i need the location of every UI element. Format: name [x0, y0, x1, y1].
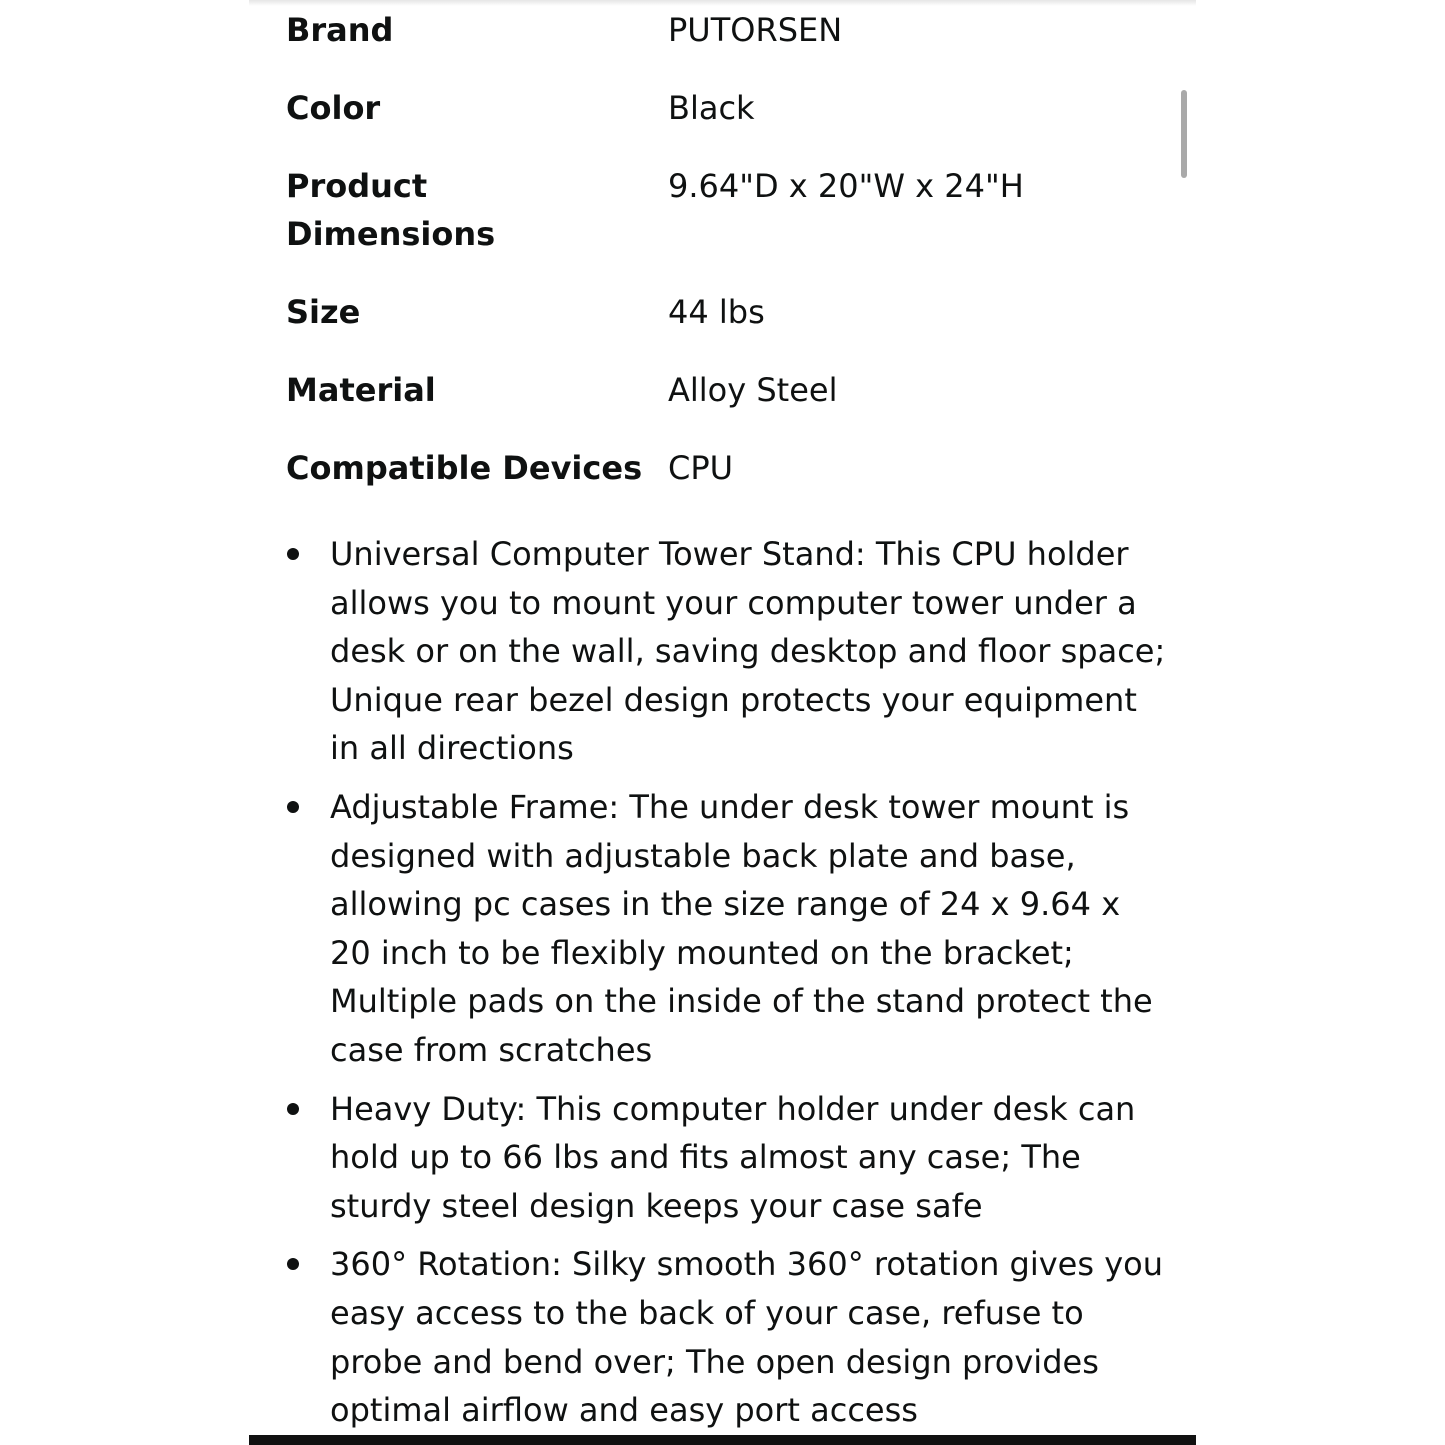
feature-text: Adjustable Frame: The under desk tower mount is designed with adjustable back plate and base, allowing pc cases in the size range of 24 x 9.64 x 20 inch to be flexibly mounted on the bracket; Multiple pads on the inside of the stand protect the case from scratches — [330, 787, 1153, 1069]
bullet-icon — [287, 1258, 299, 1270]
feature-text: Heavy Duty: This computer holder under desk can hold up to 66 lbs and fits almost any case; The sturdy steel design keeps your case safe — [330, 1089, 1136, 1225]
feature-bullet — [286, 530, 1166, 773]
spec-value: CPU — [668, 449, 734, 487]
spec-label: Product Dimensions — [286, 167, 496, 253]
feature-bullet-list — [286, 530, 1166, 1445]
feature-text: Universal Computer Tower Stand: This CPU holder allows you to mount your computer tower under a desk or on the wall, saving desktop and floor space; Unique rear bezel design protects your equipment in all directions — [330, 535, 1166, 768]
bottom-edge-bar — [249, 1435, 1196, 1445]
product-specs-table — [286, 6, 1166, 522]
spec-label: Size — [286, 293, 361, 331]
spec-row-compatible-devices — [286, 444, 1166, 492]
spec-label: Brand — [286, 11, 394, 49]
bullet-icon — [287, 1103, 299, 1115]
spec-row-size — [286, 288, 1166, 336]
spec-value: Black — [668, 89, 755, 127]
spec-value: Alloy Steel — [668, 371, 838, 409]
spec-label: Material — [286, 371, 436, 409]
spec-value: PUTORSEN — [668, 11, 843, 49]
spec-label: Compatible Devices — [286, 449, 643, 487]
feature-bullet — [286, 1085, 1166, 1231]
feature-text: 360° Rotation: Silky smooth 360° rotation gives you easy access to the back of your case, refuse to probe and bend over; The open design provides optimal airflow and easy port access — [330, 1245, 1163, 1430]
spec-row-product-dimensions — [286, 162, 1166, 258]
bullet-icon — [287, 801, 299, 813]
bullet-icon — [287, 548, 299, 560]
feature-bullet — [286, 1240, 1166, 1434]
spec-label: Color — [286, 89, 381, 127]
spec-row-material — [286, 366, 1166, 414]
scrollbar-thumb[interactable] — [1181, 90, 1187, 178]
spec-value: 9.64"D x 20"W x 24"H — [668, 167, 1024, 205]
spec-row-brand — [286, 6, 1166, 54]
feature-bullet — [286, 783, 1166, 1075]
spec-row-color — [286, 84, 1166, 132]
product-details-panel — [249, 0, 1196, 1445]
spec-value: 44 lbs — [668, 293, 765, 331]
